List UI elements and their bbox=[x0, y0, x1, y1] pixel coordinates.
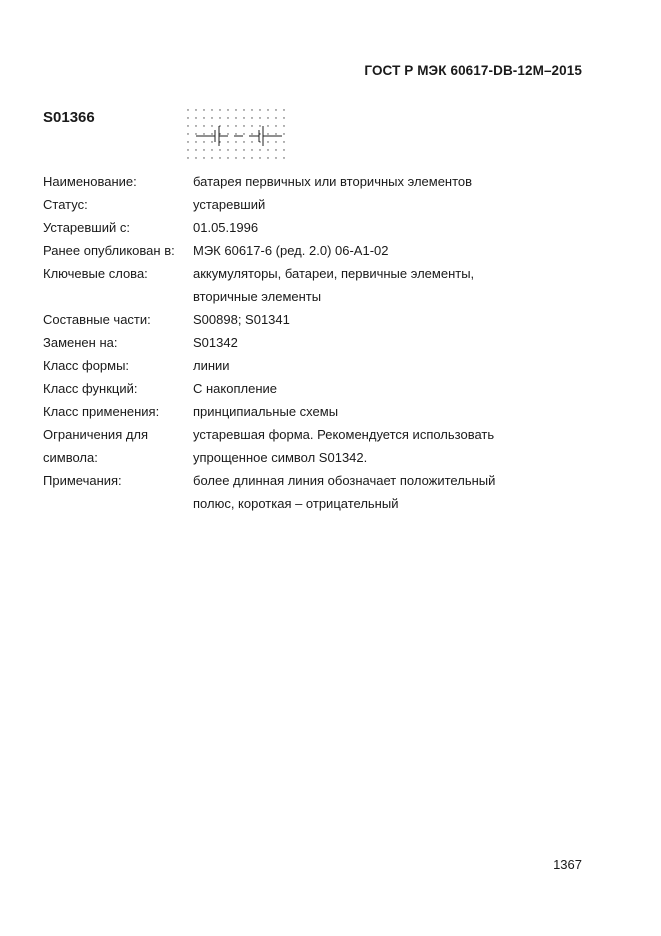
attribute-row bbox=[43, 400, 583, 423]
attribute-value bbox=[193, 377, 583, 400]
symbol-code: S01366 bbox=[43, 109, 95, 126]
page-number: 1367 bbox=[553, 857, 582, 872]
attribute-label: Заменен на: bbox=[43, 335, 118, 350]
attribute-label: Устаревший с: bbox=[43, 220, 130, 235]
battery-cells-symbol-icon bbox=[184, 106, 294, 170]
attribute-value bbox=[193, 216, 583, 239]
attribute-value-line: S01342 bbox=[193, 335, 238, 350]
attribute-value bbox=[193, 469, 583, 515]
attribute-value bbox=[193, 262, 583, 308]
attribute-row bbox=[43, 239, 583, 262]
attribute-value-line: S00898; S01341 bbox=[193, 312, 290, 327]
attribute-value-line: принципиальные схемы bbox=[193, 404, 339, 419]
attribute-row bbox=[43, 193, 583, 216]
attribute-value-line: полюс, короткая – отрицательный bbox=[193, 496, 399, 511]
attribute-row bbox=[43, 216, 583, 239]
attribute-value-line: устаревшая форма. Рекомендуется использовать bbox=[193, 427, 495, 442]
attribute-row bbox=[43, 423, 583, 446]
attribute-value-line: линии bbox=[193, 358, 230, 373]
standard-header: ГОСТ Р МЭК 60617-DB-12M–2015 bbox=[364, 63, 582, 78]
attribute-value-line: устаревший bbox=[193, 197, 266, 212]
attribute-value-line: аккумуляторы, батареи, первичные элементы, bbox=[193, 266, 475, 281]
attribute-label: Наименование: bbox=[43, 174, 137, 189]
attribute-label: Класс формы: bbox=[43, 358, 130, 373]
attribute-row bbox=[43, 446, 583, 469]
attribute-value bbox=[193, 331, 583, 354]
attribute-value-line: вторичные элементы bbox=[193, 289, 322, 304]
attribute-value bbox=[193, 193, 583, 216]
attribute-value-line: более длинная линия обозначает положительный bbox=[193, 473, 496, 488]
attribute-label: Составные части: bbox=[43, 312, 151, 327]
attribute-row bbox=[43, 377, 583, 400]
attribute-value bbox=[193, 308, 583, 331]
attribute-table bbox=[43, 170, 583, 515]
attribute-value bbox=[193, 423, 583, 446]
attribute-label: Ранее опубликован в: bbox=[43, 243, 175, 258]
attribute-value bbox=[193, 239, 583, 262]
attribute-value-line: упрощенное символ S01342. bbox=[193, 450, 368, 465]
attribute-value-line: С накопление bbox=[193, 381, 277, 396]
attribute-label: Класс функций: bbox=[43, 381, 138, 396]
attribute-value bbox=[193, 400, 583, 423]
attribute-value bbox=[193, 170, 583, 193]
attribute-row bbox=[43, 170, 583, 193]
attribute-row bbox=[43, 469, 583, 515]
attribute-value bbox=[193, 354, 583, 377]
attribute-label: Статус: bbox=[43, 197, 88, 212]
attribute-row bbox=[43, 354, 583, 377]
attribute-value-line: МЭК 60617-6 (ред. 2.0) 06-A1-02 bbox=[193, 243, 389, 258]
attribute-label: Ключевые слова: bbox=[43, 266, 148, 281]
attribute-row bbox=[43, 308, 583, 331]
attribute-row bbox=[43, 331, 583, 354]
attribute-label: символа: bbox=[43, 450, 98, 465]
attribute-value-line: 01.05.1996 bbox=[193, 220, 259, 235]
attribute-row bbox=[43, 262, 583, 308]
attribute-label: Примечания: bbox=[43, 473, 122, 488]
attribute-value-line: батарея первичных или вторичных элементов bbox=[193, 174, 473, 189]
attribute-label: Ограничения для bbox=[43, 427, 149, 442]
attribute-label: Класс применения: bbox=[43, 404, 160, 419]
attribute-value bbox=[193, 446, 583, 469]
